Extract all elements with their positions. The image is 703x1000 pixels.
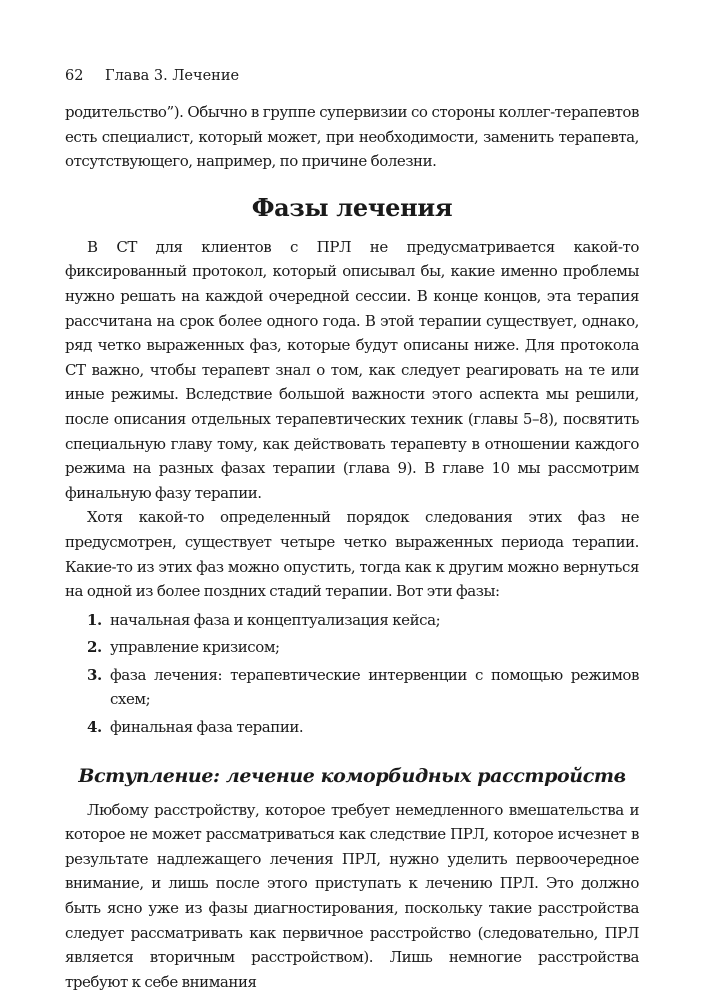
list-item-number: 3. [87, 665, 102, 684]
list-item [65, 715, 639, 740]
section-heading: Фазы лечения [251, 192, 453, 222]
list-item-text: фаза лечения: терапевтические интервенции с помощью режимов схем; [110, 665, 639, 709]
paragraph-comorbid: Любому расстройству, которое требует немедленного вмешательства и которое не может рассматриваться как следствие ПРЛ, которое исчезнет в результате надлежащего лечения ПРЛ, нужно уделить первоочередное внимание, и лишь после этого приступать к лечению ПРЛ. Это должно быть ясно уже из фазы диагностирования, поскольку такие расстройства следует рассматривать как первичное расстройство (следовательно, ПРЛ является вторичным расстройством). Лишь немногие расстройства требуют к себе внимания [65, 800, 639, 991]
list-item-text: начальная фаза и концептуализация кейса; [110, 610, 441, 629]
running-head [65, 64, 639, 88]
paragraph-phases-intro: Хотя какой-то определенный порядок следования этих фаз не предусмотрен, существует четыре четко выраженных периода терапии. Какие-то из этих фаз можно опустить, тогда как к другим можно вернуться на одной из более поздних стадий терапии. Вот эти фазы: [65, 508, 639, 601]
list-item-number: 1. [87, 610, 102, 629]
phases-list [65, 608, 639, 740]
list-item [65, 663, 639, 712]
paragraph-continuation: родительство”). Обычно в группе супервизии со стороны коллег-терапевтов есть специалист, который может, при необходимости, заменить терапевта, отсутствующего, например, по причине болезни. [65, 103, 639, 171]
list-item-text: управление кризисом; [110, 638, 280, 657]
list-item [65, 635, 639, 660]
paragraph-protocol: В СТ для клиентов с ПРЛ не предусматривается какой-то фиксированный протокол, который описывал бы, какие именно проблемы нужно решать на каждой очередной сессии. В конце концов, эта терапия рассчитана на срок более одного года. В этой терапии существует, однако, ряд четко выраженных фаз, которые будут описаны ниже. Для протокола СТ важно, чтобы терапевт знал о том, как следует реагировать на те или иные режимы. Вследствие большой важности этого аспекта мы решили, после описания отдельных терапевтических техник (главы 5–8), посвятить специальную главу тому, как действовать терапевту в отношении каждого режима на разных фазах терапии (глава 9). В главе 10 мы рассмотрим финальную фазу терапии. [65, 237, 639, 502]
chapter-title: Глава 3. Лечение [105, 68, 240, 84]
page-number: 62 [65, 68, 84, 84]
list-item-text: финальная фаза терапии. [110, 718, 304, 737]
list-item [65, 608, 639, 633]
list-item-number: 2. [87, 638, 102, 657]
book-page [65, 64, 639, 994]
subsection-heading: Вступление: лечение коморбидных расстройств [78, 764, 626, 787]
list-item-number: 4. [87, 718, 102, 737]
